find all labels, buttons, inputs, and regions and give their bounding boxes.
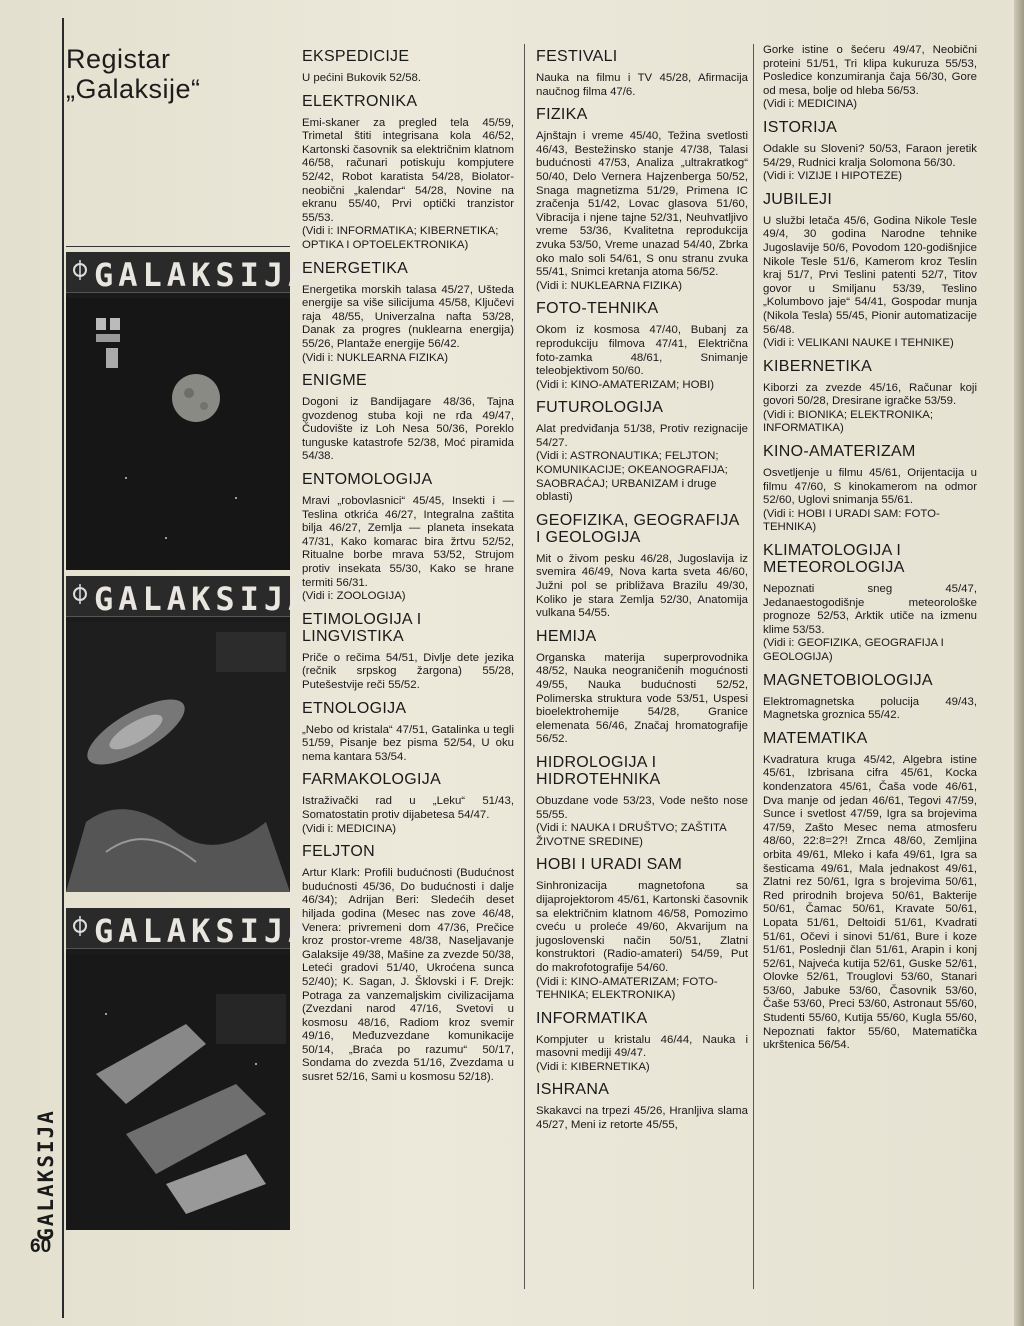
index-section (763, 730, 977, 1053)
section-heading: EKSPEDICIJE (302, 48, 410, 65)
section-entries: U službi letača 45/6, Godina Nikole Tesle 49/4, 30 godina Narodne tehnike Jugoslavije 50/6, Povodom 120-godišnjice Nikole Tesle 51/6, Kamerom kroz Teslin kraj 51/7, Prvi Teslini patenti 52/7, Titov govor u Smiljanu 53/39, Teslino „Kolumbovo jaje“ 54/41, Gospodar munja (Nikola Tesla) 55/45, Pionir automatizacije 56/48. (763, 214, 977, 336)
spiral-logo-icon (70, 914, 90, 938)
see-also-reference: (Vidi i: NUKLEARNA FIZIKA) (302, 351, 449, 364)
see-also-reference: (Vidi i: MEDICINA) (763, 98, 858, 111)
section-entries: Odakle su Sloveni? 50/53, Faraon jeretik 54/29, Rudnici kralja Solomona 56/30. (763, 142, 977, 169)
index-section (302, 48, 514, 86)
section-entries: Gorke istine o šećeru 49/47, Neobični proteini 51/51, Tri klipa kukuruza 55/53, Posledice konzumiranja čaja 56/30, Gore od mesa, bolje od hleba 56/53. (763, 44, 977, 97)
section-entries: Obuzdane vode 53/23, Vode nešto nose 55/55. (536, 794, 748, 821)
index-section (763, 119, 977, 184)
section-entries: Dogoni iz Bandijagare 48/36, Tajna gvozdenog stuba koji ne rđa 49/47, Čudovište iz Loh Nesa 50/36, Poreklo tunguske katastrofe 52/38, Moć piramida 54/38. (302, 396, 514, 463)
spacecraft-artwork (66, 954, 290, 1230)
section-heading: MATEMATIKA (763, 729, 868, 747)
spiral-logo-icon (70, 582, 90, 606)
index-column-3 (763, 44, 977, 1060)
index-section (536, 856, 748, 1002)
section-entries: „Nebo od kristala“ 47/51, Gatalinka u tegli 51/59, Pisanje bez pisma 52/54, U oku nema kantara 53/54. (302, 723, 514, 763)
index-section (302, 471, 514, 604)
section-entries: Nepoznati sneg 45/47, Jedanaestogodišnje meteorološke prognoze 52/53, Arktik utiče na izmenu klime 53/53. (763, 583, 977, 636)
section-entries: Priče o rečima 54/51, Divlje dete jezika (rečnik srpskog žargona) 55/28, Putešestvije reči 55/52. (302, 651, 514, 691)
register-title: Registar „Galaksije“ (66, 44, 201, 104)
see-also-reference: (Vidi i: KINO-AMATERIZAM; HOBI) (536, 378, 715, 391)
page-number: 60 (30, 1236, 52, 1257)
index-column-2 (536, 44, 748, 1140)
index-section (536, 754, 748, 849)
index-section (302, 372, 514, 464)
index-section (536, 1010, 748, 1075)
see-also-reference: (Vidi i: HOBI I URADI SAM: FOTO-TEHNIKA) (763, 507, 940, 534)
index-section (536, 48, 748, 99)
spaceship-artwork (66, 622, 290, 892)
cover-image-1 (66, 252, 313, 570)
cover-logo-text: GALAKSIJA (94, 256, 313, 294)
section-entries: Kiborzi za zvezde 45/16, Računar koji govori 50/28, Dresirane igračke 53/59. (763, 381, 977, 408)
index-section (302, 771, 514, 836)
section-heading: ENERGETIKA (302, 259, 409, 277)
index-section (763, 672, 977, 723)
section-heading: HOBI I URADI SAM (536, 856, 683, 874)
section-entries: Mravi „robovlasnici“ 45/45, Insekti i — Teslina otkrića 46/27, Integralna zaštita bilja 46/27, Zemlja — planeta insekata 47/31, Kako komarac bira žrtvu 52/52, Ritualne borbe mrava 53/52, Strujom protiv insekata 55/30, Kako se hrane termiti 56/31. (302, 495, 514, 589)
section-heading: FARMAKOLOGIJA (302, 771, 442, 789)
index-section (763, 191, 977, 351)
index-section (302, 700, 514, 765)
section-heading: FELJTON (302, 843, 375, 861)
section-heading: HEMIJA (536, 627, 597, 645)
index-section (536, 300, 748, 392)
section-entries: Osvetljenje u filmu 45/61, Orijentacija u filmu 47/60, S kinokamerom na odmor 52/60, Uglovi snimanja 55/61. (763, 467, 977, 507)
see-also-reference: (Vidi i: KINO-AMATERIZAM; FOTO-TEHNIKA; ELEKTRONIKA) (536, 975, 718, 1002)
index-section (536, 399, 748, 505)
see-also-reference: (Vidi i: ASTRONAUTIKA; FELJTON; KOMUNIKACIJE; OKEANOGRAFIJA; SAOBRAĆAJ; URBANIZAM i druge oblasti) (536, 450, 728, 504)
section-heading: MAGNETOBIOLOGIJA (763, 671, 933, 689)
section-heading: ETIMOLOGIJA I LINGVISTIKA (302, 610, 422, 645)
section-entries: Kvadratura kruga 45/42, Algebra istine 45/61, Izbrisana cifra 45/61, Kocka kondenzatora 45/61, Čaša vode 46/61, Dva manje od jedan 46/61, Tegovi 47/59, Sunce i svetlost 47/59, Igra sa brojevima 47/59, Zašto Mesec nema atmosferu 48/60, 22:8=2?! Zrnca 48/60, Zemljina orbita 49/61, Mleko i kafa 49/61, Igra sa šesticama 49/61, Mala jednakost 49/61, Zlatni rez 50/61, Igra s brojevima 50/61, Red prirodnih brojeva 50/61, Bakterije 50/61, Čamac 50/61, Kravate 50/61, Lopata 51/61, Deltoidi 51/61, Kvadrati 51/61, Očevi i sinovi 51/61, Bure i koze 51/61, Poslednji član 51/61, Arapin i konj 52/61, Najveća kutija 52/61, Guske 52/61, Olovke 52/61, Trouglovi 53/60, Stanari 53/60, Jabuke 53/60, Časovnik 53/60, Čaše 53/60, Preci 53/60, Astronaut 55/60, Studenti 55/60, Kutija 55/60, Kugla 55/60, Nepoznati faktor 55/60, Matematička ukrštenica 56/54. (763, 753, 977, 1052)
moon-artwork (66, 298, 290, 570)
see-also-reference: (Vidi i: ZOOLOGIJA) (302, 590, 406, 603)
section-heading: FOTO-TEHNIKA (536, 300, 659, 318)
see-also-reference: (Vidi i: KIBERNETIKA) (536, 1060, 650, 1073)
index-column-1 (302, 44, 514, 1092)
section-entries: Okom iz kosmosa 47/40, Bubanj za reprodukciju filmova 47/41, Električna foto-zamka 48/61, Snimanje teleobjektivom 50/60. (536, 324, 748, 378)
section-heading: ETNOLOGIJA (302, 699, 407, 717)
margin-rule (62, 18, 64, 1318)
section-entries: Artur Klark: Profili budućnosti (Budućnost budućnosti 45/36, Do budućnosti i dalje 46/34); Adrijan Beri: Sledećih deset hiljada godina (Mesec nas zove 46/48, Venera: privremeni dom 47/36, Prečice kroz prostor-vreme 48/38, Naseljavanje Galaksije 49/38, Mašine za zvezde 50/38, Leteći gradovi 51/40, Ukroćena sunca 52/40); K. Sagan, J. Šklovski i F. Drejk: Potraga za vanzemaljskim civilizacijama (Zvezdani narod 47/16, Svetovi u kosmosu 48/16, Radiom kroz svemir 49/16, Međuzvezdane komunikacije 50/14, „Braća po razumu“ 50/17, Sondama do zvezda 51/16, Zvezdama u susret 52/16, Sami u kosmosu 52/18). (302, 867, 514, 1084)
index-section (536, 1081, 748, 1132)
section-heading: HIDROLOGIJA I HIDROTEHNIKA (536, 753, 661, 788)
see-also-reference: (Vidi i: VIZIJE I HIPOTEZE) (763, 170, 903, 183)
section-heading: GEOFIZIKA, GEOGRAFIJA I GEOLOGIJA (536, 511, 739, 546)
cover-image-2 (66, 576, 313, 892)
section-heading: FUTUROLOGIJA (536, 399, 664, 417)
index-section (536, 628, 748, 747)
column-rule (524, 44, 525, 1289)
section-heading: ENIGME (302, 372, 367, 390)
section-heading: ENTOMOLOGIJA (302, 471, 433, 489)
section-entries: Energetika morskih talasa 45/27, Ušteda energije sa više silicijuma 45/58, Ključevi raja 48/55, Univerzalna nafta 53/28, Danak za progres (nuklearna energija) 55/26, Plantaže energije 56/42. (302, 283, 514, 350)
cover-logo-text: GALAKSIJA (94, 580, 313, 618)
index-section (763, 358, 977, 436)
index-section (302, 260, 514, 366)
spiral-logo-icon (70, 258, 90, 282)
vertical-logo: GALAKSIJA (34, 1109, 59, 1241)
section-entries: Mit o živom pesku 46/28, Jugoslavija iz svemira 46/49, Nova karta sveta 46/60, Južni pol se približava Brazilu 49/30, Koliko je stara Zemlja 52/30, Anatomija vulkana 54/55. (536, 552, 748, 620)
index-section (536, 512, 748, 621)
section-entries: Kompjuter u kristalu 46/44, Nauka i masovni mediji 49/47. (536, 1033, 748, 1060)
index-section (763, 44, 977, 112)
index-section (763, 443, 977, 535)
index-section (536, 106, 748, 293)
section-entries: Istraživački rad u „Leku“ 51/43, Somatostatin protiv dijabetesa 54/47. (302, 795, 514, 821)
see-also-reference: (Vidi i: INFORMATIKA; KIBERNETIKA; OPTIKA I OPTOELEKTRONIKA) (302, 225, 499, 251)
page-edge (1014, 0, 1024, 1326)
index-section (763, 542, 977, 665)
section-heading: ISHRANA (536, 1081, 610, 1099)
see-also-reference: (Vidi i: NUKLEARNA FIZIKA) (536, 279, 683, 292)
section-heading: ISTORIJA (763, 118, 838, 136)
section-heading: KLIMATOLOGIJA I METEOROLOGIJA (763, 542, 905, 577)
index-section (302, 611, 514, 693)
section-entries: U pećini Bukovik 52/58. (302, 72, 422, 84)
cover-logo-text: GALAKSIJA (94, 912, 313, 950)
section-entries: Organska materija superprovodnika 48/52, Nauka neograničenih mogućnosti 49/55, Nauka budućnosti 52/52, Polimerska struktura vode 53/51, Uspesi bioelektrohemije 54/28, Granice elemenata 56/46, Značaj hromatografije 56/52. (536, 651, 748, 746)
section-entries: Sinhronizacija magnetofona sa dijaprojektorom 45/61, Kartonski časovnik sa električnim klatnom 46/58, Pomozimo cveću u proleće 49/60, Akvarijum na jugoslovenski način 50/51, Zlatni konstruktori (Radio-amateri) 54/59, Put do makrofotografije 54/60. (536, 880, 748, 974)
section-entries: Ajnštajn i vreme 45/40, Težina svetlosti 46/43, Bestežinsko stanje 47/38, Talasi budućnosti 47/53, Analiza „ultrakratkog“ 50/40, Delo Vernera Hajzenberga 50/52, Snaga magnetizma 51/29, Primena IC zračenja 51/42, Lovac glasova 51/60, Vibracija i njene tajne 52/31, Neuhvatljivo vreme 53/36, Kvalitetna reprodukcija zvuka 53/50, Vreme unazad 54/40, Zbrka oko malo soli 54/61, S onu stranu zvuka 55/41, Snimci kretanja atoma 56/52. (536, 130, 748, 279)
index-section (302, 843, 514, 1085)
index-section (302, 93, 514, 253)
column-rule (753, 44, 754, 1289)
section-heading: INFORMATIKA (536, 1009, 648, 1027)
title-rule (66, 246, 290, 247)
section-entries: Emi-skaner za pregled tela 45/59, Trimetal štiti integrisana kola 46/52, Kartonski časovnik sa električnim klatnom 46/58, računari potiskuju kompjutere 52/42, Robot karatista 54/28, Biolator-neobični „kalendar“ 54/28, Novine na ekranu 55/40, Prvi optički tranzistor 55/53. (302, 116, 514, 224)
see-also-reference: (Vidi i: BIONIKA; ELEKTRONIKA; INFORMATIKA) (763, 408, 934, 435)
see-also-reference: (Vidi i: NAUKA I DRUŠTVO; ZAŠTITA ŽIVOTNE SREDINE) (536, 822, 727, 848)
section-heading: KINO-AMATERIZAM (763, 443, 916, 461)
section-heading: FIZIKA (536, 106, 588, 124)
section-entries: Skakavci na trpezi 45/26, Hranljiva slama 45/27, Meni iz retorte 45/55, (536, 1105, 748, 1132)
section-heading: JUBILEJI (763, 190, 833, 208)
see-also-reference: (Vidi i: GEOFIZIKA, GEOGRAFIJA I GEOLOGIJA) (763, 637, 944, 663)
section-entries: Elektromagnetska polucija 49/43, Magnetska groznica 55/42. (763, 695, 977, 722)
section-entries: Nauka na filmu i TV 45/28, Afirmacija naučnog filma 47/6. (536, 72, 748, 98)
section-heading: KIBERNETIKA (763, 357, 873, 375)
see-also-reference: (Vidi i: VELIKANI NAUKE I TEHNIKE) (763, 337, 954, 350)
section-entries: Alat predviđanja 51/38, Protiv rezignacije 54/27. (536, 423, 748, 449)
cover-image-3 (66, 908, 313, 1230)
section-heading: FESTIVALI (536, 48, 618, 65)
section-heading: ELEKTRONIKA (302, 92, 418, 110)
see-also-reference: (Vidi i: MEDICINA) (302, 822, 397, 835)
